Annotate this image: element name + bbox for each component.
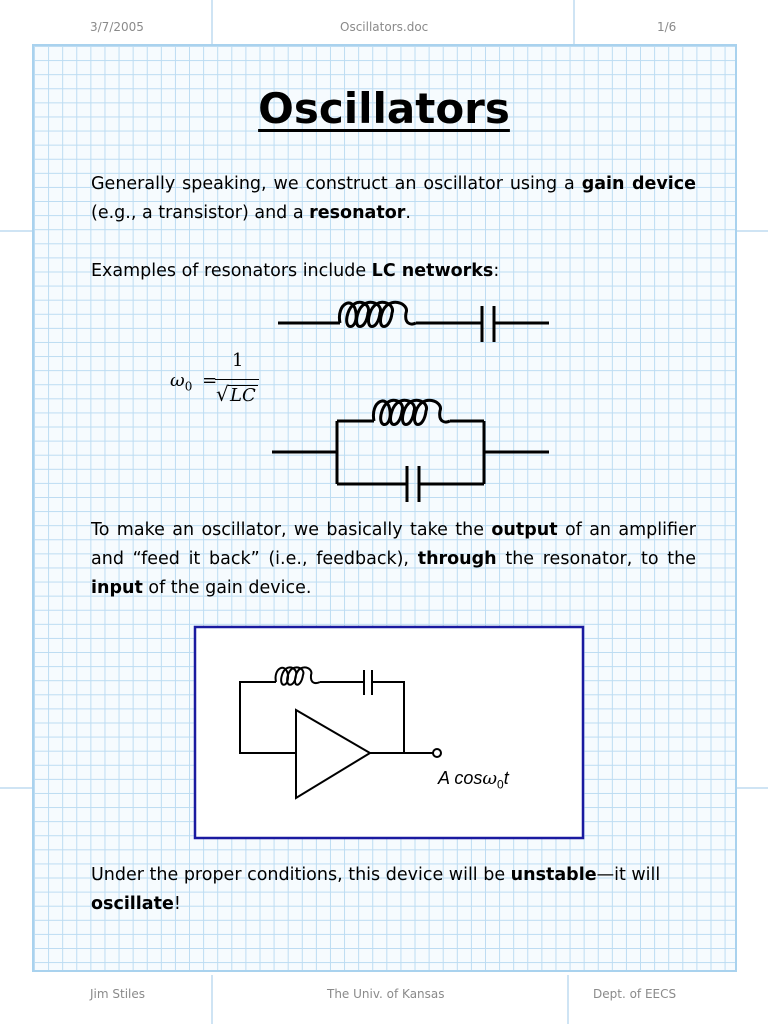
footer-divider <box>211 975 213 1024</box>
footer-university: The Univ. of Kansas <box>327 987 445 1001</box>
term-output: output <box>491 520 558 540</box>
header-filename: Oscillators.doc <box>340 20 429 34</box>
output-terminal <box>433 749 441 757</box>
term-input: input <box>91 578 143 598</box>
footer-department: Dept. of EECS <box>593 987 677 1001</box>
term-through: through <box>417 549 497 569</box>
conclusion-paragraph: Under the proper conditions, this device will be unstable—it will oscillate! <box>91 865 661 914</box>
footer-divider <box>567 975 569 1024</box>
term-resonator: resonator <box>309 203 406 223</box>
term-unstable: unstable <box>510 865 597 885</box>
header-date: 3/7/2005 <box>90 20 144 34</box>
feedback-paragraph: To make an oscillator, we basically take the output of an amplifier and “feed it back” (i.e., feedback), through the resonator, to the input of the gain device. <box>91 520 696 598</box>
resonator-examples-paragraph: Examples of resonators include LC networks: <box>91 261 500 281</box>
diagram-frame <box>195 627 583 838</box>
output-signal-label: A cosω$_0$t <box>438 768 509 792</box>
header-page-number: 1/6 <box>657 20 677 34</box>
page-title: Oscillators <box>258 84 510 133</box>
term-gain-device: gain device <box>581 174 696 194</box>
footer-author: Jim Stiles <box>90 987 146 1001</box>
term-lc-networks: LC networks <box>371 261 494 281</box>
intro-paragraph: Generally speaking, we construct an oscillator using a gain device (e.g., a transistor) and a resonator. <box>91 174 696 223</box>
page-footer <box>0 975 768 1024</box>
term-oscillate: oscillate <box>91 894 174 914</box>
